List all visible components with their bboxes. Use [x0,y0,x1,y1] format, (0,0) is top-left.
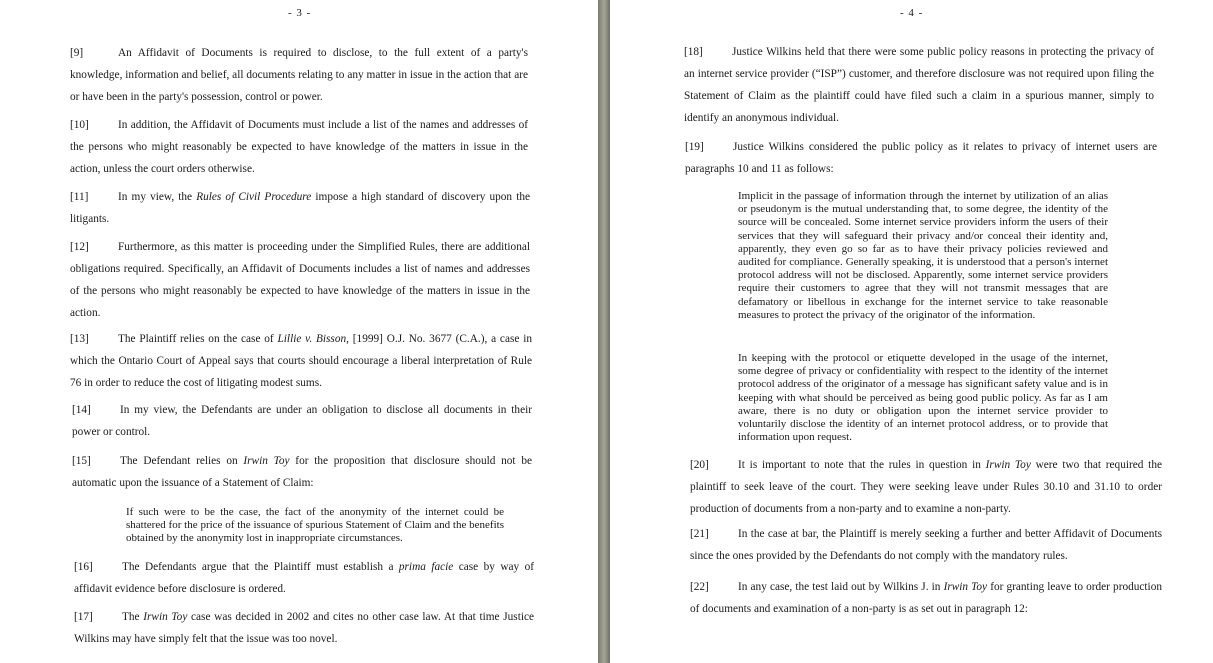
paragraph-text: for granting leave to order production of documents and examination of a non-party is as set out in paragraph 12: [690,581,1162,615]
paragraph-number: [21] [690,528,709,540]
paragraph-italic: Lillie v. Bisson [277,333,347,345]
page-divider [598,0,610,663]
paragraph-text: In my view, the Defendants are under an obligation to disclose all documents in their power or control. [72,404,532,438]
paragraph-italic: prima facie [398,561,454,573]
paragraph-text: The Defendant relies on [120,455,244,467]
paragraph-16 [74,556,534,600]
paragraph-text: An Affidavit of Documents is required to disclose, to the full extent of a party's knowledge, information and belief, all documents relating to any matter in issue in the action that are or have been in the party's possession, control or power. [70,47,528,103]
paragraph-italic: Rules of Civil Procedure [196,191,312,203]
paragraph-text: case was decided in 2002 and cites no other case law. At that time Justice Wilkins may have simply felt that the issue was too novel. [74,611,534,645]
paragraph-text: In addition, the Affidavit of Documents must include a list of the names and addresses of the persons who might reasonably be expected to have knowledge of the matters in issue in the action, unless the court orders otherwise. [70,119,528,175]
paragraph-10 [70,114,528,180]
paragraph-number: [22] [690,581,709,593]
paragraph-20 [690,454,1162,520]
paragraph-15 [72,450,532,494]
paragraph-number: [11] [70,191,89,203]
paragraph-number: [13] [70,333,89,345]
paragraph-text: In the case at bar, the Plaintiff is merely seeking a further and better Affidavit of Documents since the ones provided by the Defendants do not comply with the mandatory rules. [690,528,1162,562]
paragraph-number: [15] [72,455,91,467]
page-number: - 4 - [900,7,924,19]
paragraph-text: In my view, the [118,191,197,203]
paragraph-text: impose a high standard of discovery upon the litigants. [70,191,531,225]
paragraph-9 [70,42,528,108]
paragraph-text: The [122,611,144,623]
block-quote: Implicit in the passage of information through the internet by utilization of an alias or pseudonym is the mutual understanding that, to some degree, the identity of the source will be concealed. Some internet service providers inform the users of their services that they will safeguard their privacy and/or conceal their identity and, apparently, they even go so far as to have their privacy policies reviewed and audited for compliance. Generally speaking, it is understood that a person's internet protocol address will not be disclosed. Apparently, some internet service providers require their customers to agree that they will not transmit messages that are defamatory or libellous in exchange for the internet service to take reasonable measures to protect the privacy of the originator of the information. [738,190,1108,321]
left-page [0,0,598,663]
paragraph-18 [684,41,1154,129]
paragraph-number: [9] [70,47,84,59]
paragraph-text: The Defendants argue that the Plaintiff must establish a [122,561,399,573]
paragraph-text: Furthermore, as this matter is proceeding under the Simplified Rules, there are additional obligations required. Specifically, an Affidavit of Documents includes a list of names and addresses of the persons who might reasonably be expected to have knowledge of the matters in issue in the action. [70,241,530,319]
paragraph-19 [685,136,1157,180]
paragraph-number: [10] [70,119,89,131]
paragraph-italic: Irwin Toy [143,611,188,623]
page-number: - 3 - [288,7,312,19]
paragraph-17 [74,606,534,650]
paragraph-italic: Irwin Toy [943,581,988,593]
paragraph-number: [14] [72,404,91,416]
paragraph-text: case by way of affidavit evidence before disclosure is ordered. [74,561,534,595]
block-quote: If such were to be the case, the fact of the anonymity of the internet could be shattered for the price of the issuance of spurious Statement of Claim and the benefits obtained by the anonymity lost in inappropriate circumstances. [126,506,504,545]
paragraph-11 [70,186,530,230]
right-page [610,0,1213,663]
paragraph-text: The Plaintiff relies on the case of [118,333,278,345]
paragraph-number: [12] [70,241,89,253]
paragraph-14 [72,399,532,443]
paragraph-13 [70,328,532,394]
paragraph-number: [16] [74,561,93,573]
paragraph-text: , [1999] O.J. No. 3677 (C.A.), a case in which the Ontario Court of Appeal says that courts should encourage a liberal interpretation of Rule 76 in order to reduce the cost of litigating modest sums. [70,333,532,389]
paragraph-text: Justice Wilkins held that there were some public policy reasons in protecting the privacy of an internet service provider (“ISP”) customer, and therefore disclosure was not required upon filing the Statement of Claim as the plaintiff could have filed such a claim in a spurious manner, simply to identify an anonymous individual. [684,46,1154,124]
paragraph-text: In any case, the test laid out by Wilkins J. in [738,581,944,593]
paragraph-number: [18] [684,46,703,58]
paragraph-number: [17] [74,611,93,623]
paragraph-text: It is important to note that the rules in question in [738,459,986,471]
paragraph-italic: Irwin Toy [985,459,1031,471]
paragraph-number: [19] [685,141,704,153]
block-quote: In keeping with the protocol or etiquette developed in the usage of the internet, some degree of privacy or confidentiality with respect to the identity of the internet protocol address of the originator of a message has significant safety value and is in keeping with what should be perceived as being good public policy. As far as I am aware, there is no duty or obligation upon the internet service provider to voluntarily disclose the identity of an internet protocol address, or to provide that information upon request. [738,352,1108,444]
paragraph-text: were two that required the plaintiff to seek leave of the court. They were seeking leave under Rules 30.10 and 31.10 to order production of documents from a non-party and to examine a non-party. [690,459,1162,515]
paragraph-text: for the proposition that disclosure should not be automatic upon the issuance of a Statement of Claim: [72,455,532,489]
paragraph-number: [20] [690,459,709,471]
paragraph-italic: Irwin Toy [243,455,290,467]
paragraph-22 [690,576,1162,620]
paragraph-21 [690,523,1162,567]
paragraph-text: Justice Wilkins considered the public policy as it relates to privacy of internet users are paragraphs 10 and 11 as follows: [685,141,1157,175]
paragraph-12 [70,236,530,324]
